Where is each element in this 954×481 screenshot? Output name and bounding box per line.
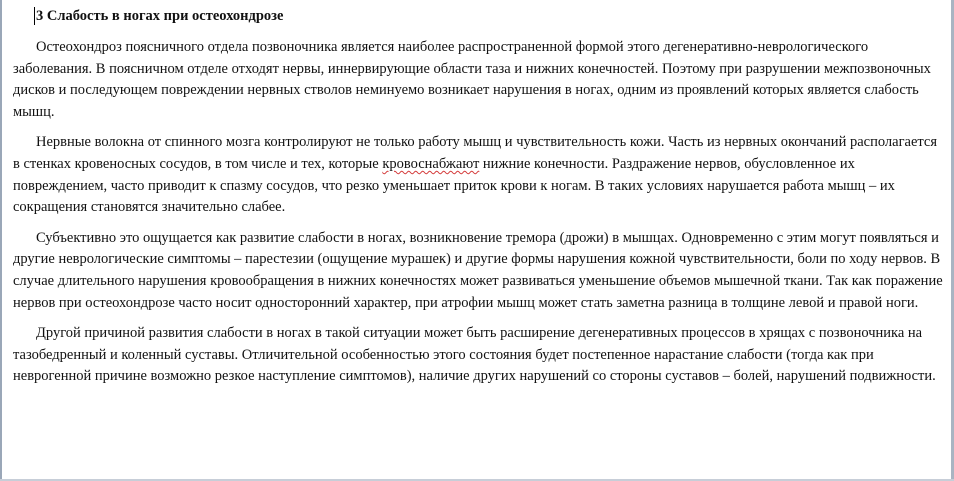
paragraph-2-text-end[interactable]: нижние конечности. Раздражение нервов, обусловленное их повреждением, часто приводит к спазму сосудов, что резко уменьшает приток крови к ногам. В таких условиях нарушается работа мышц – их сокращения становятся значительно слабее. (13, 155, 895, 216)
section-heading[interactable]: 3 Слабость в ногах при остеохондрозе (36, 8, 284, 24)
spelling-error-word[interactable]: кровоснабжают (382, 155, 480, 172)
window-left-border (0, 0, 2, 481)
paragraph-1[interactable]: Остеохондроз поясничного отдела позвоночника является наиболее распространенной формой этого дегенеративно-неврологического заболевания. В поясничном отделе отходят нервы, иннервирующие области таза и нижних конечностей. Поэтому при разрушении межпозвоночных дисков и последующем повреждении нервных стволов неминуемо возникает нарушения в ногах, одним из проявлений которых является слабость мышц. (13, 39, 931, 120)
paragraph-3[interactable]: Субъективно это ощущается как развитие слабости в ногах, возникновение тремора (дрожи) в мышцах. Одновременно с этим могут появляться и другие неврологические симптомы – парестезии (ощущение мурашек) и другие формы нарушения кожной чувствительности, боли по ходу нервов. В случае длительного нарушения кровообращения в нижних конечностях может развиваться уменьшение объемов мышечной ткани. Так как поражение нервов при остеохондрозе часто носит односторонний характер, при атрофии мышц может стать заметна разница в толщине левой и правой ноги. (13, 229, 943, 311)
paragraph-4[interactable]: Другой причиной развития слабости в ногах в такой ситуации может быть расширение дегенеративных процессов в хрящах с позвоночника на тазобедренный и коленный суставы. Отличительной особенностью этого состояния будет постепенное нарастание слабости (тогда как при неврогенной причине возможно резкое наступление симптомов), наличие других нарушений со стороны суставов – болей, нарушений подвижности. (13, 325, 936, 385)
section-heading-line[interactable] (36, 4, 943, 28)
document-page[interactable] (13, 4, 943, 388)
paragraph-2-text-start[interactable]: Нервные волокна от спинного мозга контролируют не только работу мышц и чувствительность кожи. Часть из нервных окончаний располагается в стенках кровеносных сосудов, в том числе и тех, которые (13, 134, 938, 172)
text-cursor (34, 7, 35, 25)
paragraph-2[interactable] (13, 132, 943, 218)
